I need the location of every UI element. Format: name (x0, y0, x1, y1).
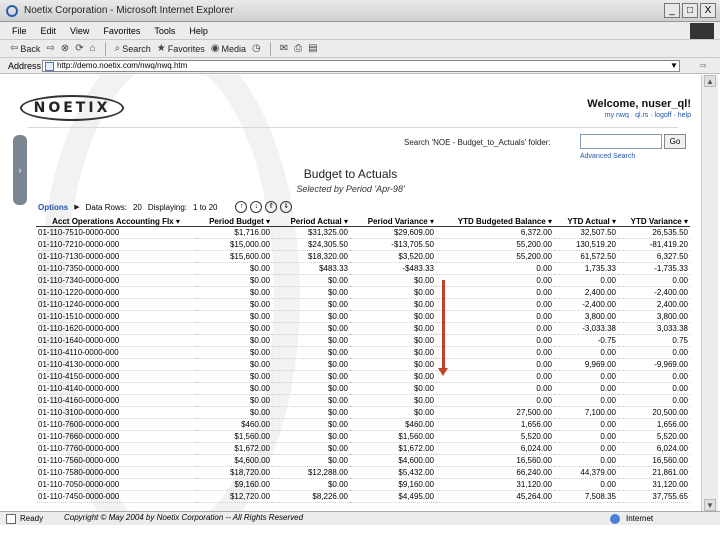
value-cell: 3,033.38 (618, 323, 690, 335)
account-cell: 01-110-1510-0000-000 (36, 311, 196, 323)
window-bottom-edge (0, 525, 720, 540)
value-cell: 3,800.00 (554, 311, 618, 323)
value-cell: 0.00 (554, 479, 618, 491)
value-cell: $12,720.00 (196, 491, 272, 503)
page-down-icon[interactable]: ↓ (250, 201, 262, 213)
sort-icon[interactable]: ▾ (343, 217, 348, 226)
table-row (36, 347, 690, 359)
value-cell: $0.00 (350, 395, 436, 407)
value-cell: $0.00 (272, 395, 350, 407)
maximize-button[interactable]: □ (682, 3, 698, 18)
value-cell: $0.00 (272, 359, 350, 371)
search-button[interactable] (115, 43, 151, 54)
account-cell: 01-110-4140-0000-000 (36, 383, 196, 395)
table-row (36, 251, 690, 263)
mail-icon: ✉ (279, 43, 289, 54)
value-cell: 0.00 (436, 275, 554, 287)
value-cell: $9,160.00 (350, 479, 436, 491)
table-row (36, 383, 690, 395)
value-cell: 0.00 (436, 299, 554, 311)
value-cell: 55,200.00 (436, 251, 554, 263)
value-cell: $460.00 (196, 419, 272, 431)
favorites-label: Favorites (167, 43, 205, 54)
print-button[interactable] (294, 43, 302, 54)
table-row (36, 443, 690, 455)
forward-arrow-icon: ⇨ (46, 43, 55, 54)
value-cell: 44,379.00 (554, 467, 618, 479)
value-cell: $1,672.00 (350, 443, 436, 455)
window-controls (664, 3, 716, 18)
col-header-ytd-budgeted[interactable] (436, 217, 554, 227)
account-cell: 01-110-7340-0000-000 (36, 275, 196, 287)
page-status-icon (6, 514, 16, 524)
value-cell: 0.75 (618, 335, 690, 347)
address-bar (0, 58, 720, 74)
account-cell: 01-110-1220-0000-000 (36, 287, 196, 299)
page-icon (45, 62, 54, 71)
value-cell: $18,720.00 (196, 467, 272, 479)
value-cell: $0.00 (196, 323, 272, 335)
history-icon: ◷ (252, 43, 261, 54)
value-cell: $0.00 (196, 311, 272, 323)
value-cell: $0.00 (272, 335, 350, 347)
options-link[interactable]: Options (38, 202, 69, 212)
title-bar (0, 0, 720, 22)
value-cell: -$13,705.50 (350, 239, 436, 251)
value-cell: 0.00 (618, 371, 690, 383)
col-header-label: YTD Budgeted Balance (457, 217, 546, 226)
edit-button[interactable] (308, 43, 317, 54)
value-cell: 0.00 (554, 455, 618, 467)
annotation-arrow (442, 280, 445, 370)
folder-search-input[interactable] (580, 134, 662, 149)
address-label: Address (8, 61, 42, 71)
value-cell: 0.00 (436, 347, 554, 359)
menu-tools[interactable]: Tools (154, 25, 176, 36)
value-cell: -3,033.38 (554, 323, 618, 335)
sort-icon[interactable]: ▾ (175, 217, 180, 226)
account-cell: 01-110-7660-0000-000 (36, 431, 196, 443)
stop-button[interactable] (61, 43, 69, 54)
value-cell: $0.00 (272, 443, 350, 455)
value-cell: 66,240.00 (436, 467, 554, 479)
value-cell: 3,800.00 (618, 311, 690, 323)
value-cell: $0.00 (272, 479, 350, 491)
page-bottom-icon[interactable]: ⇓ (280, 201, 292, 213)
toolbar-divider (105, 42, 106, 56)
sort-icon[interactable]: ▾ (611, 217, 616, 226)
value-cell: 2,400.00 (618, 299, 690, 311)
toolbar (0, 40, 720, 58)
table-row (36, 287, 690, 299)
home-button[interactable] (90, 43, 96, 54)
zone-label: Internet (626, 514, 654, 523)
account-cell: 01-110-3100-0000-000 (36, 407, 196, 419)
value-cell: 31,120.00 (436, 479, 554, 491)
table-row (36, 371, 690, 383)
value-cell: 0.00 (554, 431, 618, 443)
value-cell: $18,320.00 (272, 251, 350, 263)
status-text: Ready (20, 514, 44, 523)
account-cell: 01-110-7510-0000-000 (36, 227, 196, 239)
value-cell: $4,600.00 (196, 455, 272, 467)
value-cell: $0.00 (350, 323, 436, 335)
value-cell: 0.00 (618, 395, 690, 407)
value-cell: -9,969.00 (618, 359, 690, 371)
value-cell: $0.00 (196, 371, 272, 383)
address-input[interactable]: http://demo.noetix.com/nwq/nwq.htm (42, 60, 680, 72)
value-cell: $1,672.00 (196, 443, 272, 455)
account-cell: 01-110-1620-0000-000 (36, 323, 196, 335)
value-cell: 0.00 (554, 395, 618, 407)
value-cell: -1,735.33 (618, 263, 690, 275)
value-cell: $1,560.00 (350, 431, 436, 443)
menu-file[interactable]: File (12, 25, 27, 36)
window-title: Noetix Corporation - Microsoft Internet Explorer (24, 5, 234, 16)
table-row (36, 263, 690, 275)
page-content (0, 75, 701, 511)
col-header-label: Period Budget (209, 217, 264, 226)
table-row (36, 299, 690, 311)
value-cell: 32,507.50 (554, 227, 618, 239)
back-button[interactable] (10, 43, 40, 54)
value-cell: 1,735.33 (554, 263, 618, 275)
search-icon: ⌕ (114, 43, 121, 54)
account-cell: 01-110-1640-0000-000 (36, 335, 196, 347)
close-button[interactable]: X (700, 3, 716, 18)
account-cell: 01-110-4130-0000-000 (36, 359, 196, 371)
header-divider (28, 127, 678, 128)
table-row (36, 431, 690, 443)
account-cell: 01-110-4150-0000-000 (36, 371, 196, 383)
value-cell: 0.00 (436, 395, 554, 407)
menu-help[interactable]: Help (189, 25, 208, 36)
col-header-label: YTD Variance (630, 217, 682, 226)
value-cell: 9,969.00 (554, 359, 618, 371)
value-cell: 20,500.00 (618, 407, 690, 419)
sidebar-toggle-handle[interactable]: › (13, 135, 27, 205)
value-cell: $5,432.00 (350, 467, 436, 479)
report-subtitle: Selected by Period 'Apr-98' (296, 184, 405, 194)
value-cell: 0.00 (436, 311, 554, 323)
scroll-up-icon[interactable]: ▲ (704, 75, 716, 87)
options-triangle-icon[interactable]: ▶ (74, 204, 80, 211)
copyright-text: Copyright © May 2004 by Noetix Corporation -- All Rights Reserved (64, 513, 304, 522)
back-label: Back (20, 43, 41, 54)
mail-button[interactable] (280, 43, 288, 54)
value-cell: $1,560.00 (196, 431, 272, 443)
col-header-label: Period Actual (290, 217, 342, 226)
col-header-ytd-variance[interactable] (618, 217, 690, 227)
value-cell: $0.00 (196, 407, 272, 419)
account-cell: 01-110-7050-0000-000 (36, 479, 196, 491)
value-cell: 0.00 (436, 359, 554, 371)
value-cell: $0.00 (350, 407, 436, 419)
value-cell: $0.00 (272, 431, 350, 443)
value-cell: $0.00 (350, 347, 436, 359)
value-cell: 6,024.00 (436, 443, 554, 455)
report-body (36, 227, 690, 503)
value-cell: $31,325.00 (272, 227, 350, 239)
stop-icon: ⊗ (60, 43, 70, 54)
value-cell: $0.00 (196, 395, 272, 407)
menu-view[interactable]: View (70, 25, 90, 36)
refresh-button[interactable] (75, 43, 83, 54)
value-cell: $0.00 (350, 359, 436, 371)
col-header-label: Acct Operations Accounting Flx (52, 217, 174, 226)
back-arrow-icon: ⇦ (10, 43, 19, 54)
value-cell: 7,508.35 (554, 491, 618, 503)
table-row (36, 479, 690, 491)
table-row (36, 239, 690, 251)
scroll-down-icon[interactable]: ▼ (704, 499, 716, 511)
ie-logo-icon (6, 5, 18, 17)
col-header-period-variance[interactable] (350, 217, 436, 227)
value-cell: $0.00 (272, 455, 350, 467)
account-cell: 01-110-4110-0000-000 (36, 347, 196, 359)
vertical-scrollbar[interactable] (701, 75, 718, 511)
sort-icon[interactable]: ▾ (265, 217, 270, 226)
col-header-label: YTD Actual (567, 217, 610, 226)
media-label: Media (221, 43, 246, 54)
account-cell: 01-110-4160-0000-000 (36, 395, 196, 407)
account-cell: 01-110-7210-0000-000 (36, 239, 196, 251)
value-cell: $3,520.00 (350, 251, 436, 263)
menu-favorites[interactable]: Favorites (103, 25, 141, 36)
print-icon: ⎙ (294, 43, 303, 54)
value-cell: 61,572.50 (554, 251, 618, 263)
value-cell: 0.00 (436, 287, 554, 299)
favorites-button[interactable] (157, 43, 205, 54)
value-cell: 1,656.00 (436, 419, 554, 431)
account-cell: 01-110-7760-0000-000 (36, 443, 196, 455)
value-cell: $0.00 (350, 335, 436, 347)
table-row (36, 407, 690, 419)
account-cell: 01-110-7580-0000-000 (36, 467, 196, 479)
menu-edit[interactable]: Edit (40, 25, 57, 36)
user-links[interactable]: my nwq · ql.rs · logoff · help (604, 112, 691, 119)
value-cell: 1,656.00 (618, 419, 690, 431)
value-cell: $15,600.00 (196, 251, 272, 263)
media-button[interactable] (211, 43, 246, 54)
account-cell: 01-110-1240-0000-000 (36, 299, 196, 311)
sort-icon[interactable]: ▾ (547, 217, 552, 226)
value-cell: 0.00 (618, 347, 690, 359)
table-row (36, 227, 690, 239)
value-cell: $0.00 (272, 347, 350, 359)
forward-button[interactable] (46, 43, 54, 54)
value-cell: -2,400.00 (618, 287, 690, 299)
data-rows-value: 20 (132, 202, 142, 212)
value-cell: 26,535.50 (618, 227, 690, 239)
value-cell: 0.00 (618, 383, 690, 395)
go-arrow-icon[interactable]: ⇨ (700, 61, 707, 70)
sort-icon[interactable]: ▾ (429, 217, 434, 226)
minimize-button[interactable]: _ (664, 3, 680, 18)
page-top-icon[interactable]: ⇑ (265, 201, 277, 213)
refresh-icon: ⟳ (75, 43, 84, 54)
value-cell: $9,160.00 (196, 479, 272, 491)
table-row (36, 419, 690, 431)
account-cell: 01-110-7130-0000-000 (36, 251, 196, 263)
value-cell: 0.00 (436, 371, 554, 383)
table-row (36, 467, 690, 479)
value-cell: $483.33 (272, 263, 350, 275)
value-cell: 0.00 (554, 443, 618, 455)
value-cell: $29,609.00 (350, 227, 436, 239)
account-cell: 01-110-7560-0000-000 (36, 455, 196, 467)
value-cell: -81,419.20 (618, 239, 690, 251)
report-options-bar (38, 201, 292, 213)
noetix-logo: NOETIX (20, 95, 124, 121)
folder-search-label: Search 'NOE - Budget_to_Actuals' folder: (404, 138, 551, 147)
favorites-icon: ★ (156, 43, 166, 54)
value-cell: 0.00 (554, 275, 618, 287)
value-cell: 0.00 (436, 263, 554, 275)
col-header-period-actual[interactable] (272, 217, 350, 227)
value-cell: $0.00 (350, 287, 436, 299)
value-cell: $0.00 (350, 311, 436, 323)
table-row (36, 395, 690, 407)
value-cell: $0.00 (196, 383, 272, 395)
welcome-text: Welcome, nuser_ql! (587, 98, 691, 110)
value-cell: 0.00 (436, 335, 554, 347)
advanced-search-link[interactable]: Advanced Search (580, 153, 636, 160)
col-header-label: Period Variance (367, 217, 428, 226)
value-cell: 0.00 (436, 323, 554, 335)
address-dropdown-icon[interactable]: ▼ (670, 61, 678, 70)
value-cell: $0.00 (350, 299, 436, 311)
value-cell: $4,600.00 (350, 455, 436, 467)
value-cell: $24,305.50 (272, 239, 350, 251)
value-cell: 6,372.00 (436, 227, 554, 239)
value-cell: 0.00 (554, 347, 618, 359)
account-cell: 01-110-7450-0000-000 (36, 491, 196, 503)
value-cell: $15,000.00 (196, 239, 272, 251)
displaying-label: Displaying: (147, 202, 188, 212)
value-cell: 0.00 (618, 275, 690, 287)
media-icon: ◉ (210, 43, 220, 54)
search-label: Search (122, 43, 151, 54)
table-row (36, 275, 690, 287)
value-cell: 5,520.00 (618, 431, 690, 443)
page-up-icon[interactable]: ↑ (235, 201, 247, 213)
internet-zone-icon (610, 514, 620, 524)
value-cell: 45,264.00 (436, 491, 554, 503)
account-cell: 01-110-7600-0000-000 (36, 419, 196, 431)
value-cell: 27,500.00 (436, 407, 554, 419)
value-cell: $460.00 (350, 419, 436, 431)
value-cell: 16,560.00 (618, 455, 690, 467)
toolbar-divider (270, 42, 271, 56)
value-cell: 6,327.50 (618, 251, 690, 263)
search-go-button[interactable]: Go (664, 134, 686, 149)
table-row (36, 323, 690, 335)
value-cell: $0.00 (272, 275, 350, 287)
value-cell: 5,520.00 (436, 431, 554, 443)
menu-bar (0, 22, 720, 40)
value-cell: 130,519.20 (554, 239, 618, 251)
value-cell: $0.00 (272, 371, 350, 383)
table-row (36, 491, 690, 503)
history-button[interactable] (252, 43, 261, 54)
displaying-value: 1 to 20 (193, 202, 218, 212)
status-bar (0, 511, 720, 525)
value-cell: 31,120.00 (618, 479, 690, 491)
value-cell: $0.00 (272, 287, 350, 299)
value-cell: -$483.33 (350, 263, 436, 275)
col-header-ytd-actual[interactable] (554, 217, 618, 227)
value-cell: 0.00 (554, 419, 618, 431)
edit-icon: ▤ (308, 43, 318, 54)
value-cell: $0.00 (350, 275, 436, 287)
value-cell: $4,495.00 (350, 491, 436, 503)
value-cell: 0.00 (436, 383, 554, 395)
windows-logo-icon (690, 23, 714, 39)
home-icon: ⌂ (89, 43, 96, 54)
value-cell: $0.00 (272, 299, 350, 311)
value-cell: $0.00 (272, 311, 350, 323)
sort-icon[interactable]: ▾ (683, 217, 688, 226)
value-cell: 16,560.00 (436, 455, 554, 467)
value-cell: $0.00 (196, 359, 272, 371)
value-cell: $8,226.00 (272, 491, 350, 503)
value-cell: 6,024.00 (618, 443, 690, 455)
page-nav (235, 201, 292, 213)
table-row (36, 335, 690, 347)
value-cell: $0.00 (272, 323, 350, 335)
value-cell: 21,861.00 (618, 467, 690, 479)
value-cell: 55,200.00 (436, 239, 554, 251)
col-header-account[interactable] (36, 217, 196, 227)
value-cell: 2,400.00 (554, 287, 618, 299)
table-row (36, 311, 690, 323)
value-cell: 37,755.65 (618, 491, 690, 503)
value-cell: $0.00 (350, 371, 436, 383)
value-cell: -2,400.00 (554, 299, 618, 311)
value-cell: $0.00 (272, 419, 350, 431)
value-cell: $0.00 (272, 407, 350, 419)
value-cell: -0.75 (554, 335, 618, 347)
value-cell: $12,288.00 (272, 467, 350, 479)
value-cell: 0.00 (554, 371, 618, 383)
value-cell: 0.00 (554, 383, 618, 395)
value-cell: 7,100.00 (554, 407, 618, 419)
report-table (36, 217, 690, 503)
value-cell: $1,716.00 (196, 227, 272, 239)
value-cell: $0.00 (196, 263, 272, 275)
table-row (36, 455, 690, 467)
value-cell: $0.00 (196, 299, 272, 311)
value-cell: $0.00 (196, 347, 272, 359)
value-cell: $0.00 (196, 287, 272, 299)
account-cell: 01-110-7350-0000-000 (36, 263, 196, 275)
value-cell: $0.00 (272, 383, 350, 395)
col-header-period-budget[interactable] (196, 217, 272, 227)
data-rows-label: Data Rows: (85, 202, 127, 212)
value-cell: $0.00 (196, 275, 272, 287)
table-row (36, 359, 690, 371)
report-title: Budget to Actuals (303, 167, 398, 181)
value-cell: $0.00 (350, 383, 436, 395)
table-header-row (36, 217, 690, 227)
value-cell: $0.00 (196, 335, 272, 347)
